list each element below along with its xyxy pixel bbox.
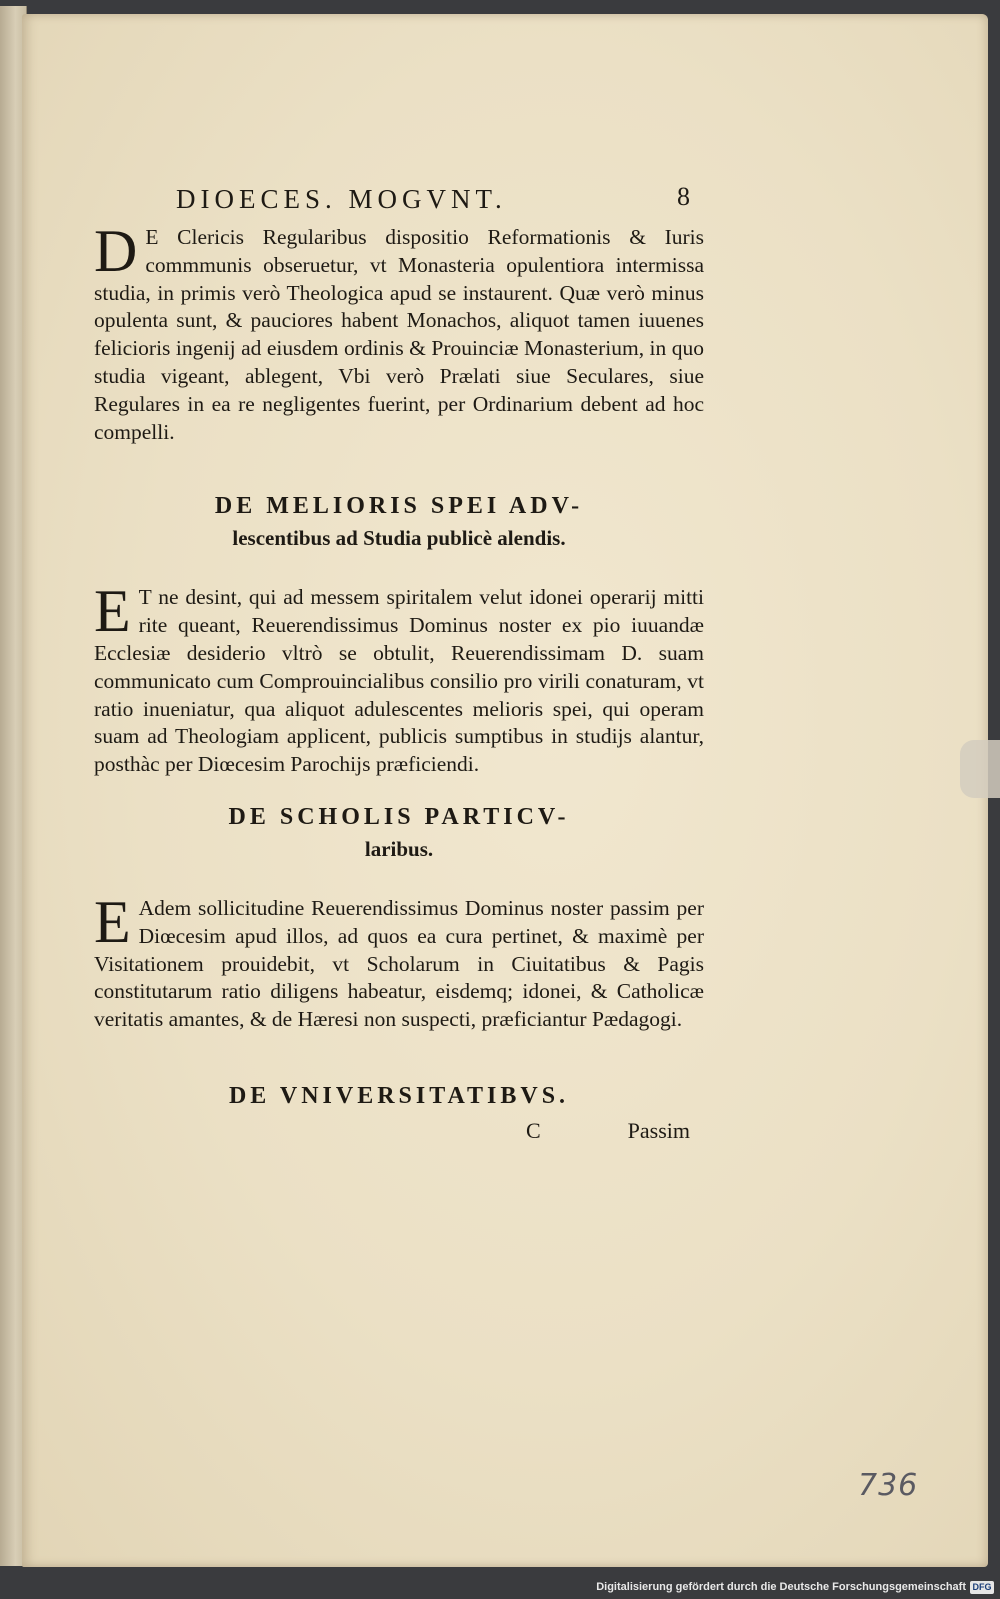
heading-subline: lescentibus ad Studia publicè alendis. — [232, 526, 566, 551]
paragraph-schools — [94, 888, 704, 1034]
paragraph-text: E Clericis Regularibus dispositio Reformationis & Iuris commmunis obseruetur, vt Monasteria opulentiora intermissa studia, in primis verò Theologica apud se instaurent. Quæ verò minus opulenta sunt, & pauciores habent Monachos, aliquot tamen iuuenes felicioris ingenij ad eiusdem ordinis & Prouinciæ Monasterium, in quo studia vigeant, ablegent, Vbi verò Prælati siue Seculares, siue Regulares in ea re negligentes fuerint, per Ordinarium debent ad hoc compelli. — [94, 225, 704, 444]
page-clip — [960, 740, 1000, 798]
heading-line: DE MELIORIS SPEI ADV- — [214, 493, 584, 520]
digitization-credit: Digitalisierung gefördert durch die Deutsche Forschungsgemeinschaft — [596, 1581, 966, 1593]
heading-line: DE SCHOLIS PARTICV- — [228, 803, 570, 830]
paragraph-text: Adem sollicitudine Reuerendissimus Dominus noster passim per Diœcesim apud illos, ad quos ea cura pertinet, & maximè per Visitationem prouidebit, vt Scholarum in Ciuitatibus & Pagis constitutarum ratio diligens habeatur, eisdemq; idonei, & Catholicæ veritatis amantes, & de Hæresi non suspecti, præficiantur Pædagogi. — [94, 895, 704, 1032]
paragraph-students — [94, 578, 704, 779]
handwritten-page-number: 736 — [858, 1468, 919, 1503]
text-block — [94, 178, 704, 1154]
footer-bar — [0, 1573, 1000, 1599]
signature-mark: C — [526, 1117, 541, 1143]
dropcap: E — [94, 578, 131, 645]
catchline — [94, 1118, 704, 1154]
heading-subline: laribus. — [364, 836, 434, 861]
dropcap: D — [94, 218, 138, 284]
section-heading-universitatibus: DE VNIVERSITATIBVS. — [228, 1082, 570, 1109]
running-header — [94, 178, 704, 222]
dfg-logo: DFG — [970, 1581, 994, 1594]
dropcap: E — [94, 888, 131, 955]
catchword: Passim — [627, 1117, 690, 1143]
paragraph-text: T ne desint, qui ad messem spiritalem velut idonei operarij mitti rite queant, Reuerendissimus Dominus noster ex pio iuuandæ Ecclesiæ desiderio vltrò se obtulit, Reuerendissimam D. suam communicato cum Comprouincialibus consilio pro virili conaturam, vt ratio inueniatur, qua aliquot adulescentes melioris spei, qui operam suam ad Theologiam applicent, publicis sumptibus in studijs alantur, posthàc per Diœcesim Parochijs præficiendi. — [94, 585, 704, 777]
running-title: DIOECES. MOGVNT. — [176, 184, 507, 214]
section-heading-melioris-spei — [94, 490, 704, 554]
folio-number: 8 — [677, 182, 690, 211]
paragraph-regular-clergy — [94, 218, 704, 446]
section-heading-scholis — [94, 801, 704, 865]
